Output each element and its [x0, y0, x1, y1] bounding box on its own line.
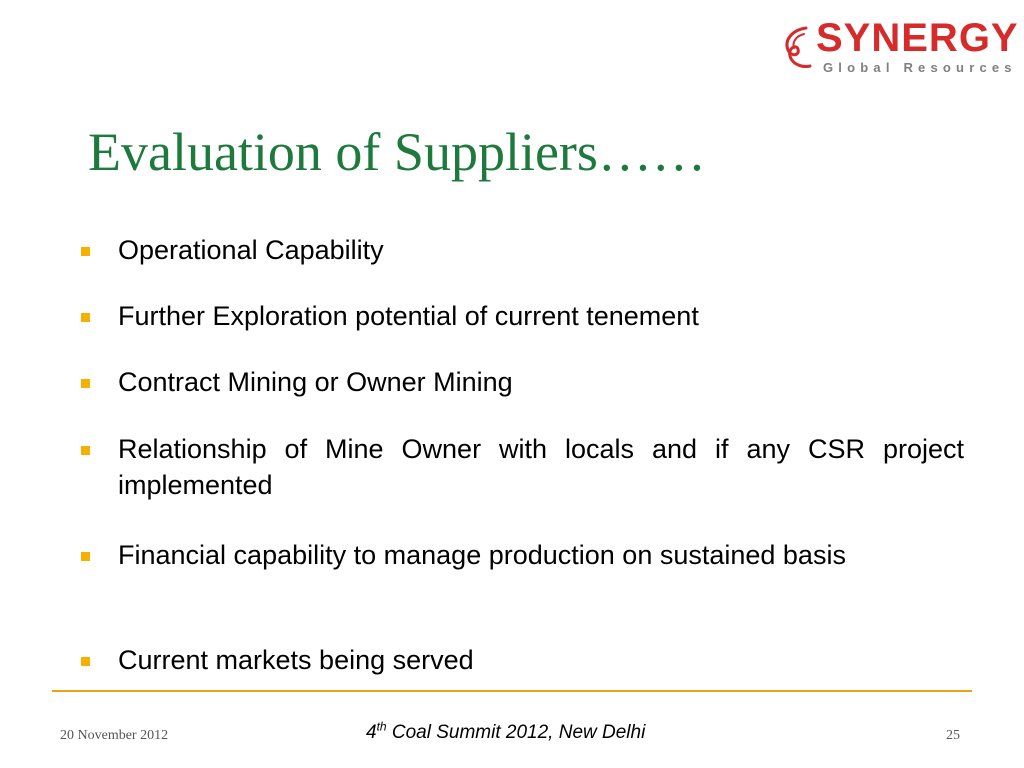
synergy-swirl-logo-icon — [776, 22, 816, 72]
square-bullet-icon — [81, 247, 90, 256]
footer-event-title — [366, 719, 646, 744]
footer-divider — [52, 690, 972, 692]
square-bullet-icon — [81, 657, 90, 666]
bullet-text: Relationship of Mine Owner with locals and if any CSR project implemented — [118, 434, 964, 500]
bullet-item — [80, 364, 964, 400]
bullet-text: Operational Capability — [118, 235, 384, 265]
page-number: 25 — [946, 728, 960, 743]
bullet-item — [80, 298, 964, 334]
square-bullet-icon — [81, 446, 90, 455]
bullet-text: Current markets being served — [118, 645, 474, 675]
square-bullet-icon — [81, 379, 90, 388]
square-bullet-icon — [81, 552, 90, 561]
event-ordinal-suffix: th — [376, 719, 387, 734]
slide-title: Evaluation of Suppliers…… — [88, 122, 706, 182]
event-ordinal-number: 4 — [366, 722, 377, 743]
bullet-item — [80, 537, 964, 573]
bullet-item — [80, 642, 964, 678]
logo-tagline: Global Resources — [823, 60, 1017, 75]
bullet-text: Further Exploration potential of current tenement — [118, 301, 699, 331]
company-logo — [776, 16, 1019, 80]
event-name: Coal Summit 2012, New Delhi — [386, 722, 646, 743]
bullet-item — [80, 232, 964, 268]
bullet-item — [80, 431, 964, 503]
bullet-text: Contract Mining or Owner Mining — [118, 367, 513, 397]
bullet-text: Financial capability to manage production on sustained basis — [118, 540, 846, 570]
square-bullet-icon — [81, 313, 90, 322]
logo-wordmark: SYNERGY — [816, 16, 1019, 60]
footer-date: 20 November 2012 — [60, 728, 169, 743]
